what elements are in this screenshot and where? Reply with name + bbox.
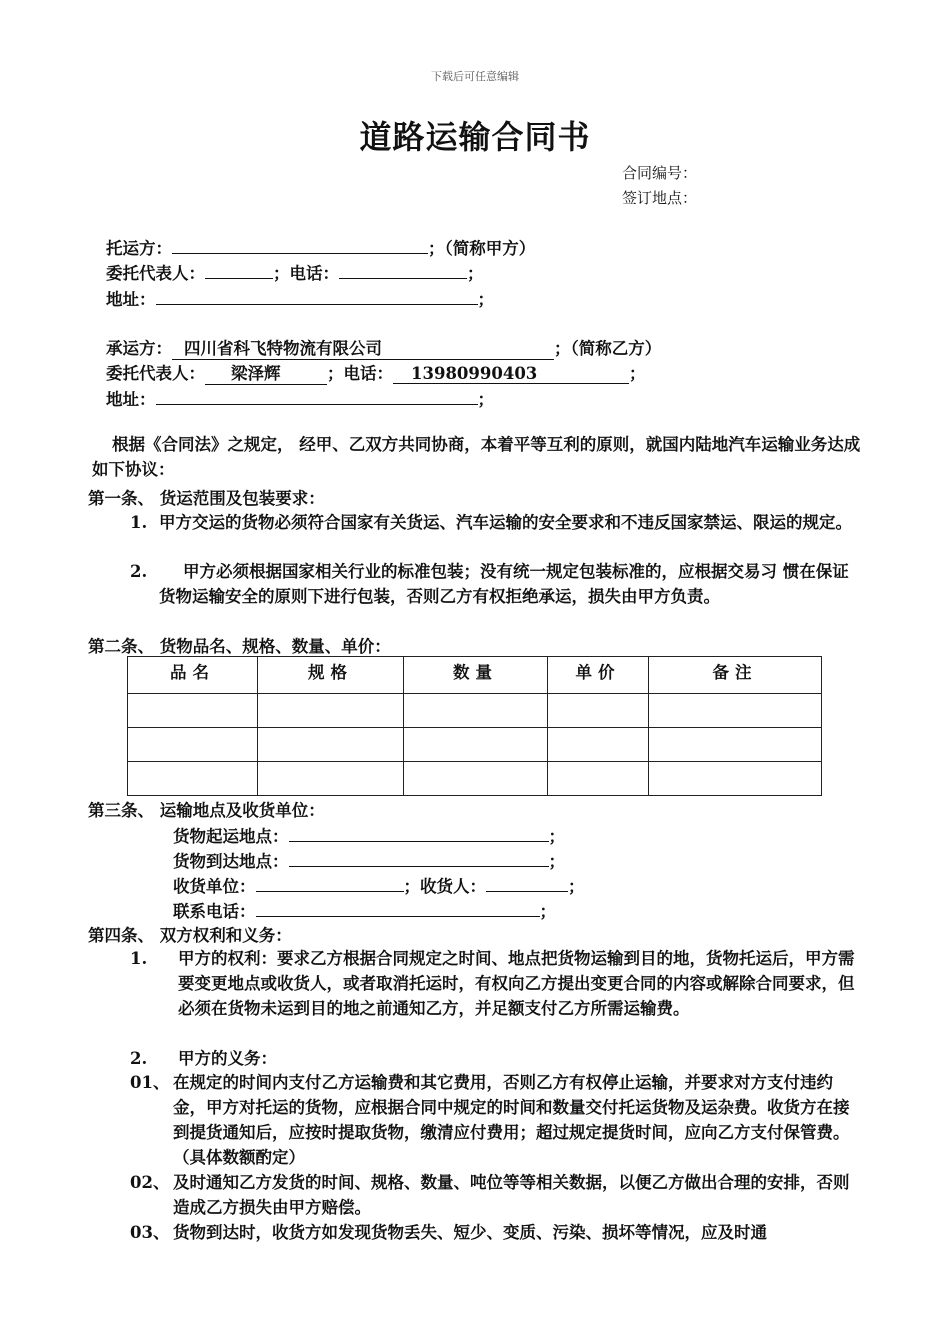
article-1-item-2: 甲方必须根据国家相关行业的标准包装；没有统一规定包装标准的，应根据交易习 惯在保证货物运输安全的原则下进行包装，否则乙方有权拒绝承运，损失由甲方负责。 — [159, 562, 849, 606]
consignee-unit-label: 收货单位： — [173, 877, 256, 896]
article-1-heading: 第一条、 货运范围及包装要求： — [88, 489, 325, 508]
sub-item-03: 货物到达时，收货方如发现货物丢失、短少、变质、污染、损坏等情况，应及时通 — [173, 1223, 767, 1242]
table-cell[interactable] — [258, 762, 404, 796]
party-a-rep-label: 委托代表人： — [106, 264, 205, 283]
origin-semicolon: ； — [548, 827, 565, 846]
table-cell[interactable] — [128, 728, 258, 762]
party-b-rep-name: 梁泽辉 — [205, 360, 327, 385]
table-row — [128, 728, 822, 762]
consignee-unit-blank[interactable] — [256, 873, 404, 892]
consignee-line — [173, 873, 585, 897]
party-b-address-line — [106, 386, 494, 410]
carrier-suffix: ；（简称乙方） — [554, 339, 662, 358]
origin-label: 货物起运地点： — [173, 827, 289, 846]
consignee-blank[interactable] — [486, 873, 568, 892]
party-b-phone-label: ；电话： — [327, 364, 393, 383]
shipper-label: 托运方： — [106, 239, 172, 258]
sub-item-01-number: 01、 — [130, 1073, 170, 1092]
column-header-remarks: 备注 — [649, 657, 822, 694]
article-4-item-2-number: 2. — [130, 1049, 148, 1068]
consignee-semicolon: ； — [568, 877, 585, 896]
shipper-line — [106, 235, 535, 259]
party-a-address-blank[interactable] — [156, 286, 478, 305]
table-cell[interactable] — [404, 694, 548, 728]
table-cell[interactable] — [404, 762, 548, 796]
contact-phone-semicolon: ； — [539, 902, 556, 921]
party-b-address-blank[interactable] — [156, 386, 478, 405]
contact-phone-line — [173, 898, 556, 922]
party-b-semicolon: ； — [629, 364, 646, 383]
table-cell[interactable] — [649, 728, 822, 762]
table-cell[interactable] — [128, 694, 258, 728]
article-3-heading: 第三条、 运输地点及收货单位： — [88, 801, 325, 820]
carrier-name: 四川省科飞特物流有限公司 — [172, 335, 554, 360]
party-b-rep-label: 委托代表人： — [106, 364, 205, 383]
carrier-line — [106, 335, 661, 360]
article-2-heading: 第二条、 货物品名、规格、数量、单价： — [88, 637, 391, 656]
goods-table — [127, 656, 822, 796]
table-row — [128, 762, 822, 796]
party-b-address-label: 地址： — [106, 390, 156, 409]
article-1-item-2-number: 2. — [130, 562, 148, 581]
table-cell[interactable] — [548, 694, 649, 728]
consignee-label: ；收货人： — [403, 877, 486, 896]
table-cell[interactable] — [548, 728, 649, 762]
sub-item-02: 及时通知乙方发货的时间、规格、数量、吨位等等相关数据，以便乙方做出合理的安排，否则造成乙方损失由甲方赔偿。 — [173, 1173, 850, 1217]
goods-table-header — [128, 657, 822, 694]
article-1-item-1-number: 1. — [130, 513, 148, 532]
document-title: 道路运输合同书 — [359, 118, 591, 156]
table-cell[interactable] — [548, 762, 649, 796]
party-b-address-semicolon: ； — [477, 390, 494, 409]
origin-line — [173, 823, 565, 847]
origin-blank[interactable] — [289, 823, 549, 842]
article-4-item-2: 甲方的义务： — [178, 1049, 277, 1068]
party-b-rep-line — [106, 360, 646, 385]
party-a-rep-line — [106, 260, 484, 284]
article-4-heading: 第四条、 双方权利和义务： — [88, 926, 292, 945]
contact-phone-label: 联系电话： — [173, 902, 256, 921]
article-4-item-1: 甲方的权利：要求乙方根据合同规定之时间、地点把货物运输到目的地，货物托运后，甲方需要变更地点或收货人，或者取消托运时，有权向乙方提出变更合同的内容或解除合同要求，但必须在货物未运到目的地之前通知乙方，并足额支付乙方所需运输费。 — [178, 949, 855, 1018]
destination-semicolon: ； — [548, 852, 565, 871]
table-cell[interactable] — [649, 762, 822, 796]
destination-blank[interactable] — [289, 848, 549, 867]
sign-place-label: 签订地点： — [622, 189, 698, 207]
sub-item-03-number: 03、 — [130, 1223, 170, 1242]
party-a-address-line — [106, 286, 494, 310]
destination-label: 货物到达地点： — [173, 852, 289, 871]
table-cell[interactable] — [649, 694, 822, 728]
party-a-semicolon: ； — [467, 264, 484, 283]
shipper-suffix: ；（简称甲方） — [428, 239, 536, 258]
article-4-item-1-number: 1. — [130, 949, 148, 968]
table-cell[interactable] — [404, 728, 548, 762]
column-header-unit-price: 单价 — [548, 657, 649, 694]
party-a-phone-blank[interactable] — [339, 260, 467, 279]
contract-no-label: 合同编号： — [622, 164, 698, 182]
sub-item-02-number: 02、 — [130, 1173, 170, 1192]
table-cell[interactable] — [258, 694, 404, 728]
table-row — [128, 694, 822, 728]
contact-phone-blank[interactable] — [256, 898, 540, 917]
intro-paragraph: 根据《合同法》之规定， 经甲、乙双方共同协商，本着平等互利的原则，就国内陆地汽车运输业务达成如下协议： — [92, 435, 861, 479]
watermark: 下载后可任意编辑 — [431, 70, 519, 83]
shipper-blank[interactable] — [172, 235, 428, 254]
party-b-phone: 13980990403 — [393, 364, 629, 384]
article-1-item-1: 甲方交运的货物必须符合国家有关货运、汽车运输的安全要求和不违反国家禁运、限运的规定。 — [159, 513, 852, 532]
carrier-label: 承运方： — [106, 339, 172, 358]
table-cell[interactable] — [128, 762, 258, 796]
table-cell[interactable] — [258, 728, 404, 762]
party-a-phone-label: ；电话： — [273, 264, 339, 283]
party-a-address-label: 地址： — [106, 290, 156, 309]
column-header-name: 品名 — [128, 657, 258, 694]
column-header-quantity: 数量 — [404, 657, 548, 694]
party-a-rep-blank[interactable] — [205, 260, 273, 279]
column-header-spec: 规格 — [258, 657, 404, 694]
destination-line — [173, 848, 565, 872]
party-a-address-semicolon: ； — [477, 290, 494, 309]
sub-item-01: 在规定的时间内支付乙方运输费和其它费用，否则乙方有权停止运输，并要求对方支付违约金，甲方对托运的货物，应根据合同中规定的时间和数量交付托运货物及运杂费。收货方在接到提货通知后，应按时提取货物，缴清应付费用；超过规定提货时间，应向乙方支付保管费。（具体数额酌定） — [173, 1073, 850, 1167]
